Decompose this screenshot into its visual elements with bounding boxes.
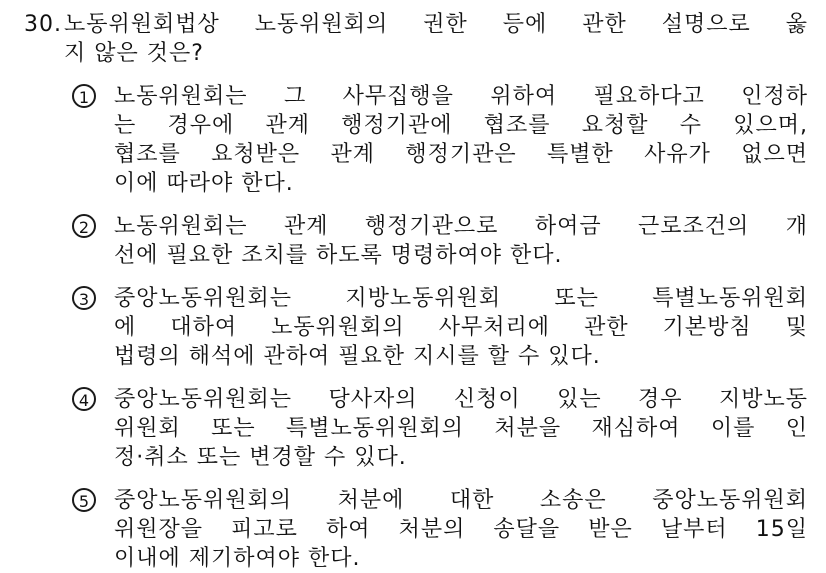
- option-marker-cell: [72, 385, 114, 472]
- question-block: [0, 10, 826, 68]
- option-item-2: [0, 212, 826, 270]
- circled-number-5-icon: 5: [72, 488, 96, 512]
- option-text: [114, 82, 808, 198]
- circled-number-3-icon: 3: [72, 286, 96, 310]
- question-text-line: 노동위원회법상 노동위원회의 권한 등에 관한 설명으로 옳: [64, 12, 808, 37]
- option-text-line: 위원장을 피고로 하여 처분의 송달을 받은 날부터 15일: [114, 517, 808, 542]
- option-text-line: 에 대하여 노동위원회의 사무처리에 관한 기본방침 및: [114, 315, 808, 340]
- option-marker-cell: [72, 212, 114, 270]
- option-text-line: 이내에 제기하여야 한다.: [114, 546, 361, 571]
- circled-number-2-icon: 2: [72, 214, 96, 238]
- option-marker-cell: [72, 82, 114, 198]
- option-text-line: 협조를 요청받은 관계 행정기관은 특별한 사유가 없으면: [114, 142, 808, 167]
- option-text-line: 중앙노동위원회는 당사자의 신청이 있는 경우 지방노동: [114, 387, 808, 412]
- option-item-5: [0, 486, 826, 573]
- option-text-line: 는 경우에 관계 행정기관에 협조를 요청할 수 있으며,: [114, 113, 808, 138]
- option-item-4: [0, 385, 826, 472]
- option-text-line: 정·취소 또는 변경할 수 있다.: [114, 445, 407, 470]
- option-marker-cell: [72, 486, 114, 573]
- option-text-line: 선에 필요한 조치를 하도록 명령하여야 한다.: [114, 243, 563, 268]
- option-text-line: 노동위원회는 관계 행정기관으로 하여금 근로조건의 개: [114, 214, 808, 239]
- option-text-line: 이에 따라야 한다.: [114, 171, 294, 196]
- circled-number-4-icon: 4: [72, 387, 96, 411]
- option-text-line: 중앙노동위원회는 지방노동위원회 또는 특별노동위원회: [114, 286, 808, 311]
- option-text-line: 위원회 또는 특별노동위원회의 처분을 재심하여 이를 인: [114, 416, 808, 441]
- option-text-line: 법령의 해석에 관하여 필요한 지시를 할 수 있다.: [114, 344, 601, 369]
- option-text: [114, 212, 808, 270]
- option-item-1: [0, 82, 826, 198]
- option-text: [114, 385, 808, 472]
- question-text-line: 지 않은 것은?: [64, 41, 204, 66]
- question-number: 30.: [24, 12, 62, 37]
- option-text: [114, 284, 808, 371]
- option-text-line: 중앙노동위원회의 처분에 대한 소송은 중앙노동위원회: [114, 488, 808, 513]
- option-item-3: [0, 284, 826, 371]
- option-text-line: 노동위원회는 그 사무집행을 위하여 필요하다고 인정하: [114, 84, 808, 109]
- question-text: [64, 10, 808, 68]
- option-marker-cell: [72, 284, 114, 371]
- circled-number-1-icon: 1: [72, 84, 96, 108]
- option-text: [114, 486, 808, 573]
